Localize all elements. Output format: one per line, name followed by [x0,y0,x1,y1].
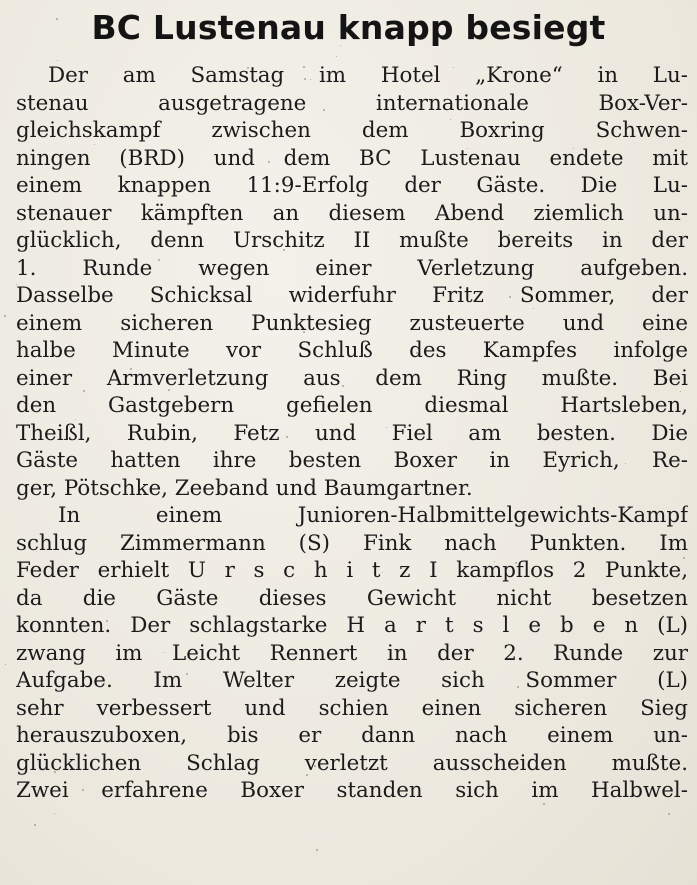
paper-speckle [57,60,58,61]
text-line: halbe Minute vor Schluß des Kampfes infolge [16,338,688,363]
paper-speckle [668,813,670,815]
text-line: den Gastgebern gefielen diesmal Hartsleben, [16,393,688,418]
text-line: glücklichen Schlag verletzt ausscheiden mußte. [16,750,688,776]
text-line: Der am Samstag im Hotel „Krone“ in Lu- [48,63,688,88]
text-line: Theißl, Rubin, Fetz und Fiel am besten. Die [16,420,688,446]
paragraph-1 [16,62,688,502]
text-line: gleichskampf zwischen dem Boxring Schwen- [16,118,688,143]
text-line: 1. Runde wegen einer Verletzung aufgeben. [16,255,688,281]
text-line: stenau ausgetragene internationale Box-Ver- [16,90,688,116]
text-line: da die Gäste dieses Gewicht nicht besetzen [16,585,688,611]
paper-speckle [5,664,6,665]
text-line: sehr verbessert und schien einen sicheren Sieg [16,695,688,721]
text-line: Gäste hatten ihre besten Boxer in Eyrich, Re- [16,448,688,473]
article-headline: BC Lustenau knapp besiegt [91,8,606,47]
text-line: glücklich, denn Urschitz II mußte bereits in der [16,228,688,253]
text-line: zwang im Leicht Rennert in der 2. Runde zur [16,640,688,666]
text-line: Dasselbe Schicksal widerfuhr Fritz Sommer, der [16,283,688,308]
paper-speckle [316,849,318,851]
paragraph-2 [16,502,688,805]
paper-speckle [54,813,55,814]
text-line: schlug Zimmermann (S) Fink nach Punkten. Im [16,530,688,556]
text-line: stenauer kämpften an diesem Abend ziemlich un- [16,200,688,226]
text-line: konnten. Der schlagstarke H a r t s l e b e n (L) [16,613,688,638]
text-line: ger, Pötschke, Zeeband und Baumgartner. [16,475,473,501]
article-body [16,62,688,805]
text-line: In einem Junioren-Halbmittelgewichts-Kampf [58,503,688,528]
paper-speckle [336,56,337,57]
text-line: einem sicheren Punktesieg zusteuerte und eine [16,310,688,336]
paper-speckle [34,824,36,826]
text-line: Zwei erfahrene Boxer standen sich im Halbwel- [16,778,688,803]
text-line: ningen (BRD) und dem BC Lustenau endete mit [16,145,688,171]
text-line: Feder erhielt U r s c h i t z I kampflos 2 Punkte, [16,558,688,583]
text-line: Aufgabe. Im Welter zeigte sich Sommer (L) [16,668,688,693]
paper-speckle [4,315,6,317]
text-line: herauszuboxen, bis er dann nach einem un- [16,723,688,748]
text-line: einer Armverletzung aus dem Ring mußte. Bei [16,365,688,391]
text-line: einem knappen 11:9-Erfolg der Gäste. Die Lu- [16,173,688,198]
